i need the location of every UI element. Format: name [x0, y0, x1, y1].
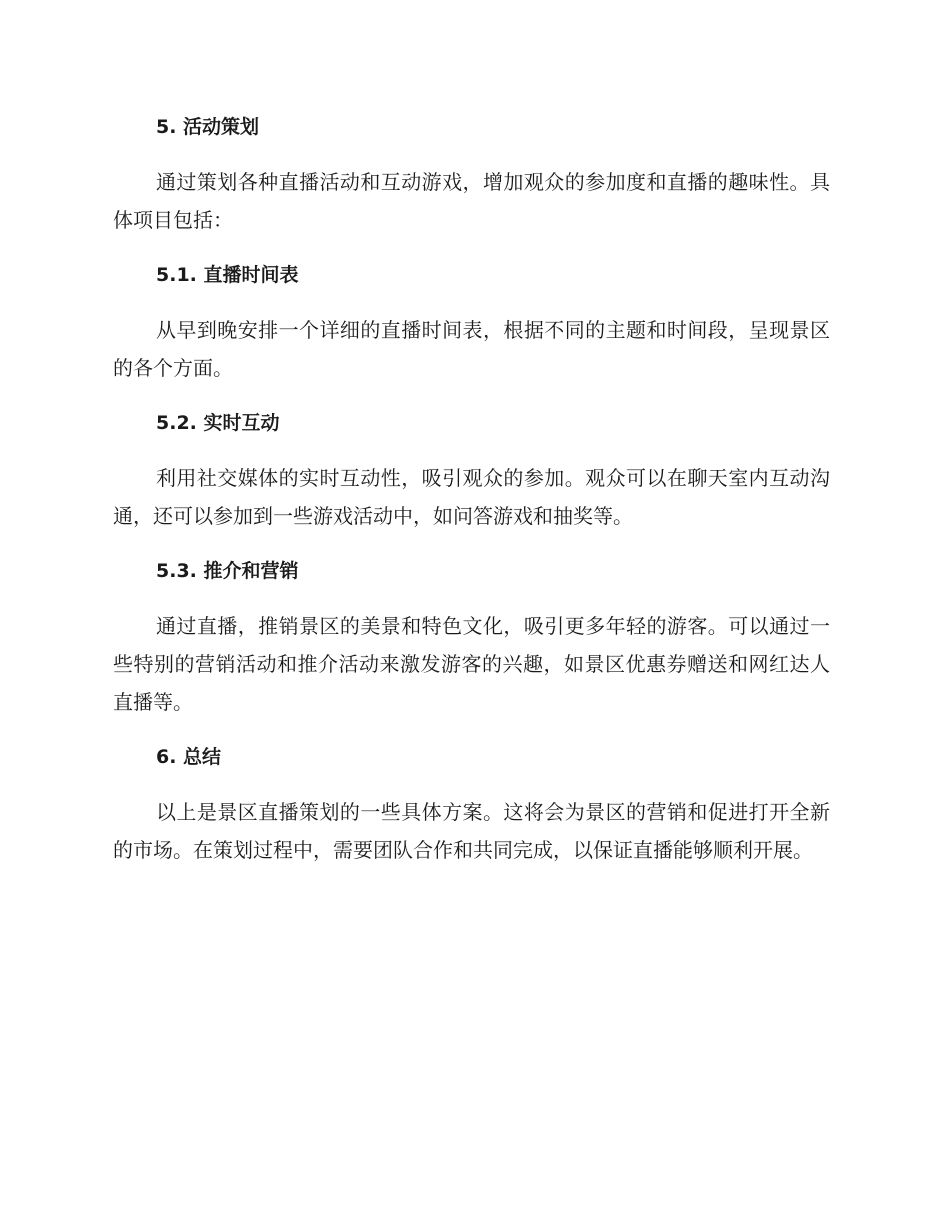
section-heading-summary: 6. 总结	[156, 746, 222, 768]
section-heading-activity-planning: 5. 活动策划	[156, 116, 260, 138]
section-paragraph-activity-planning: 通过策划各种直播活动和互动游戏，增加观众的参加度和直播的趣味性。具体项目包括：	[113, 170, 830, 232]
section-paragraph-live-schedule: 从早到晚安排一个详细的直播时间表，根据不同的主题和时间段，呈现景区的各个方面。	[113, 318, 830, 380]
section-heading-live-schedule: 5.1. 直播时间表	[156, 264, 299, 286]
document-page	[113, 108, 830, 869]
section-paragraph-realtime-interaction: 利用社交媒体的实时互动性，吸引观众的参加。观众可以在聊天室内互动沟通，还可以参加到一些游戏活动中，如问答游戏和抽奖等。	[113, 466, 830, 528]
section-paragraph-summary: 以上是景区直播策划的一些具体方案。这将会为景区的营销和促进打开全新的市场。在策划过程中，需要团队合作和共同完成，以保证直播能够顺利开展。	[113, 800, 830, 862]
section-paragraph-promotion-marketing: 通过直播，推销景区的美景和特色文化，吸引更多年轻的游客。可以通过一些特别的营销活动和推介活动来激发游客的兴趣，如景区优惠券赠送和网红达人直播等。	[113, 614, 830, 714]
section-heading-promotion-marketing: 5.3. 推介和营销	[156, 560, 299, 582]
section-heading-realtime-interaction: 5.2. 实时互动	[156, 412, 280, 434]
